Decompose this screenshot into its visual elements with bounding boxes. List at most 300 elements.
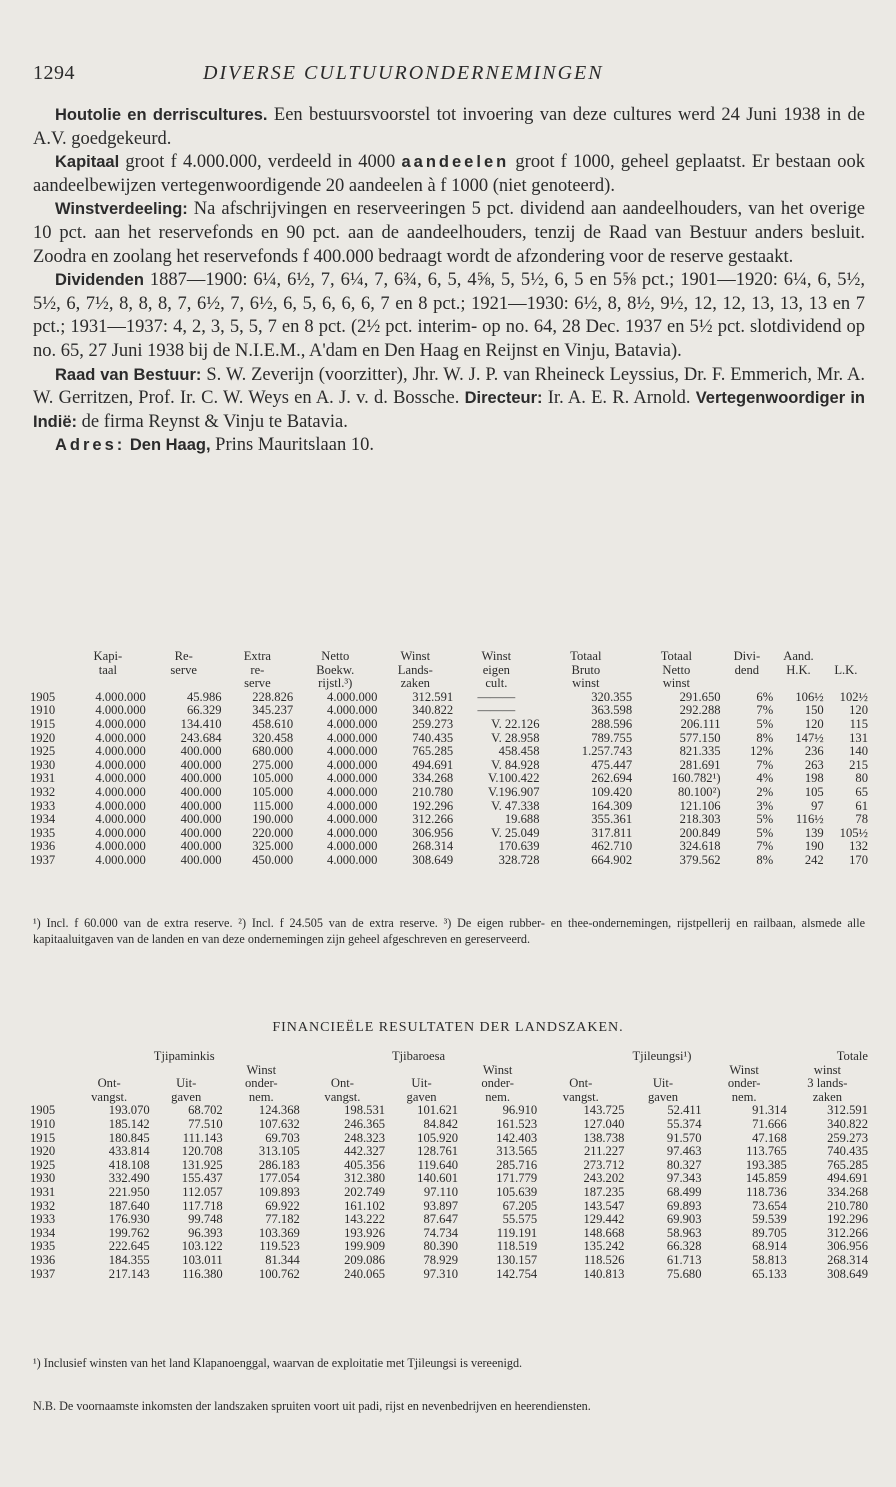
value-cell: 119.523 bbox=[259, 1239, 300, 1254]
value-cell: 193.070 bbox=[108, 1103, 150, 1118]
value-cell: 215 bbox=[849, 757, 868, 772]
group-header: Tjileungsi¹) bbox=[632, 1049, 692, 1063]
value-cell: 458.458 bbox=[498, 744, 540, 759]
year-cell: 1934 bbox=[30, 812, 56, 827]
value-cell: 120 bbox=[804, 716, 824, 731]
value-cell: 105½ bbox=[839, 825, 868, 840]
value-cell: 78.929 bbox=[423, 1252, 459, 1267]
value-cell: 273.712 bbox=[583, 1157, 625, 1172]
column-header: H.K. bbox=[786, 662, 811, 677]
value-cell: 105.000 bbox=[252, 784, 294, 799]
value-cell: 4.000.000 bbox=[95, 757, 146, 772]
paragraph-winstverdeeling bbox=[33, 198, 865, 269]
year-cell: 1930 bbox=[30, 757, 56, 772]
value-cell: 58.963 bbox=[666, 1225, 702, 1240]
paragraph-kapitaal bbox=[33, 151, 865, 198]
paragraph-label: Raad van Bestuur: bbox=[55, 365, 202, 384]
table-row bbox=[30, 1186, 868, 1200]
year-cell: 1930 bbox=[30, 1171, 56, 1186]
value-cell: 109.420 bbox=[591, 784, 633, 799]
value-cell: 111.143 bbox=[182, 1130, 223, 1145]
table-row bbox=[30, 813, 868, 827]
paragraph-label: Directeur: bbox=[464, 389, 543, 408]
results-table bbox=[30, 650, 868, 868]
value-cell: 240.065 bbox=[344, 1266, 386, 1281]
value-cell: 577.150 bbox=[679, 730, 721, 745]
value-cell: 187.235 bbox=[583, 1184, 625, 1199]
value-cell: 101.621 bbox=[417, 1103, 459, 1118]
table-footnote: ¹) Incl. f 60.000 van de extra reserve. ²) Incl. f 24.505 van de extra reserve. ³) De eigen rubber- en thee-ondernemingen, rijstpellerij en railbaan, alsmede alle kapitaaluitgaven van de landen en van deze ondernemingen zijn geheel afgeschreven en gereserveerd. bbox=[33, 916, 865, 946]
value-cell: 363.598 bbox=[591, 703, 633, 718]
year-cell: 1937 bbox=[30, 852, 56, 867]
column-header: 3 lands- bbox=[807, 1076, 848, 1091]
value-cell: 132 bbox=[849, 839, 868, 854]
value-cell: 2% bbox=[756, 784, 774, 799]
value-cell: 312.591 bbox=[827, 1103, 868, 1118]
year-cell: 1932 bbox=[30, 784, 56, 799]
column-header: Bruto bbox=[571, 662, 601, 677]
value-cell: 4.000.000 bbox=[95, 812, 146, 827]
value-cell: 220.000 bbox=[252, 825, 294, 840]
value-cell: 275.000 bbox=[252, 757, 294, 772]
value-cell: 140.813 bbox=[583, 1266, 625, 1281]
value-cell: 91.314 bbox=[752, 1103, 787, 1118]
column-header bbox=[824, 677, 868, 691]
value-cell: 170 bbox=[849, 852, 868, 867]
value-cell: 765.285 bbox=[412, 744, 454, 759]
column-header: onder- bbox=[481, 1076, 514, 1091]
value-cell: 73.654 bbox=[752, 1198, 787, 1213]
column-header: winst bbox=[813, 1062, 842, 1077]
value-cell: 96.393 bbox=[188, 1225, 223, 1240]
value-cell: 91.570 bbox=[666, 1130, 702, 1145]
value-cell: 131 bbox=[849, 730, 868, 745]
value-cell: 4.000.000 bbox=[327, 798, 378, 813]
value-cell: 268.314 bbox=[412, 839, 454, 854]
value-cell: 4.000.000 bbox=[327, 852, 378, 867]
value-cell: 259.273 bbox=[412, 716, 454, 731]
value-cell: 312.266 bbox=[827, 1225, 868, 1240]
value-cell: 320.355 bbox=[591, 689, 633, 704]
value-cell: 340.822 bbox=[412, 703, 454, 718]
value-cell: 740.435 bbox=[412, 730, 454, 745]
value-cell: 324.618 bbox=[679, 839, 721, 854]
value-cell: 120.708 bbox=[181, 1144, 223, 1159]
value-cell: 97.343 bbox=[666, 1171, 702, 1186]
value-cell: 494.691 bbox=[412, 757, 454, 772]
table-row bbox=[30, 1213, 868, 1227]
value-cell: 4.000.000 bbox=[327, 771, 378, 786]
header-row bbox=[30, 1091, 868, 1105]
column-header: Re- bbox=[174, 649, 193, 663]
value-cell: 71.666 bbox=[752, 1116, 787, 1131]
paragraph-text: Na afschrijvingen en reserveeringen 5 pct. dividend aan aandeelhouders, van het overige 10 pct. aan het reservefonds en 90 pct. aan de aandeelhouders, tenzij de Raad van Bestuur anders besluit. Zoodra en zoolang het reservefonds f 400.000 bedraagt wordt de afzondering voor de reserve gestaakt. bbox=[33, 199, 865, 267]
value-cell: 340.822 bbox=[827, 1116, 868, 1131]
column-header bbox=[70, 677, 146, 691]
column-header: winst bbox=[572, 676, 600, 691]
value-cell: 102½ bbox=[839, 689, 868, 704]
value-cell: 80 bbox=[855, 771, 868, 786]
table-row bbox=[30, 1172, 868, 1186]
column-header bbox=[537, 1064, 624, 1078]
value-cell: 5% bbox=[756, 716, 774, 731]
value-cell: 4.000.000 bbox=[327, 716, 378, 731]
table-row bbox=[30, 745, 868, 759]
value-cell: 117.718 bbox=[182, 1198, 223, 1213]
value-cell: 8% bbox=[756, 852, 774, 867]
value-cell: 52.411 bbox=[667, 1103, 702, 1118]
value-cell: ——— bbox=[477, 703, 516, 718]
value-cell: 1.257.743 bbox=[581, 744, 633, 759]
column-header: Winst bbox=[246, 1062, 277, 1077]
value-cell: 118.736 bbox=[746, 1184, 787, 1199]
column-header bbox=[30, 1050, 69, 1064]
column-header: Winst bbox=[482, 1062, 513, 1077]
table-row bbox=[30, 759, 868, 773]
value-cell: 69.922 bbox=[265, 1198, 300, 1213]
value-cell: 147½ bbox=[795, 730, 824, 745]
value-cell: 379.562 bbox=[679, 852, 721, 867]
value-cell: 306.956 bbox=[412, 825, 454, 840]
value-cell: 285.716 bbox=[496, 1157, 538, 1172]
table-title: FINANCIEËLE RESULTATEN DER LANDSZAKEN. bbox=[272, 1020, 624, 1035]
value-cell: 176.930 bbox=[108, 1212, 150, 1227]
value-cell: 99.748 bbox=[188, 1212, 223, 1227]
value-cell: 312.591 bbox=[412, 689, 454, 704]
column-header: Ont- bbox=[569, 1076, 593, 1091]
value-cell: 308.649 bbox=[827, 1266, 868, 1281]
value-cell: 161.102 bbox=[344, 1198, 386, 1213]
value-cell: 288.596 bbox=[591, 716, 633, 731]
value-cell: 400.000 bbox=[180, 825, 222, 840]
year-cell: 1905 bbox=[30, 689, 56, 704]
value-cell: 475.447 bbox=[591, 757, 633, 772]
value-cell: 97.310 bbox=[423, 1266, 459, 1281]
value-cell: 143.547 bbox=[583, 1198, 625, 1213]
value-cell: 6% bbox=[756, 689, 774, 704]
value-cell: 103.011 bbox=[182, 1252, 223, 1267]
value-cell: 494.691 bbox=[827, 1171, 868, 1186]
year-cell: 1933 bbox=[30, 1212, 56, 1227]
column-header bbox=[721, 677, 774, 691]
table-row bbox=[30, 854, 868, 868]
value-cell: 87.647 bbox=[423, 1212, 459, 1227]
value-cell: V.196.907 bbox=[487, 784, 540, 799]
value-cell: 140 bbox=[849, 744, 868, 759]
value-cell: 450.000 bbox=[252, 852, 294, 867]
value-cell: 115 bbox=[849, 716, 868, 731]
value-cell: 4.000.000 bbox=[327, 703, 378, 718]
header-row bbox=[30, 1064, 868, 1078]
value-cell: 355.361 bbox=[591, 812, 633, 827]
table-row bbox=[30, 1104, 868, 1118]
value-cell: 313.105 bbox=[258, 1144, 300, 1159]
column-header bbox=[146, 677, 222, 691]
value-cell: 107.632 bbox=[258, 1116, 300, 1131]
column-header bbox=[69, 1064, 150, 1078]
value-cell: 334.268 bbox=[412, 771, 454, 786]
column-header: cult. bbox=[485, 676, 508, 691]
value-cell: 69.903 bbox=[666, 1212, 702, 1227]
value-cell: 5% bbox=[756, 825, 774, 840]
column-header: taal bbox=[98, 662, 117, 677]
table-row bbox=[30, 772, 868, 786]
value-cell: 418.108 bbox=[108, 1157, 150, 1172]
value-cell: 248.323 bbox=[344, 1130, 386, 1145]
value-cell: 243.684 bbox=[180, 730, 222, 745]
value-cell: 78 bbox=[855, 812, 868, 827]
value-cell: 97 bbox=[811, 798, 824, 813]
value-cell: 789.755 bbox=[591, 730, 633, 745]
group-header: Tjibaroesa bbox=[391, 1049, 446, 1063]
value-cell: 4.000.000 bbox=[327, 784, 378, 799]
value-cell: 105.920 bbox=[417, 1130, 459, 1145]
value-cell: 5% bbox=[756, 812, 774, 827]
value-cell: 400.000 bbox=[180, 784, 222, 799]
value-cell: 119.191 bbox=[496, 1225, 538, 1240]
paragraph-text: groot f 1000, geheel geplaatst. Er bestaan ook aandeelbewijzen vertegenwoordigende 20 aandeelen à f 1000 (niet genoteerd). bbox=[33, 152, 865, 196]
value-cell: 192.296 bbox=[412, 798, 454, 813]
value-cell: 821.335 bbox=[679, 744, 721, 759]
value-cell: 170.639 bbox=[498, 839, 540, 854]
value-cell: 198.531 bbox=[344, 1103, 386, 1118]
value-cell: 246.365 bbox=[344, 1116, 386, 1131]
value-cell: 7% bbox=[756, 757, 774, 772]
value-cell: 164.309 bbox=[591, 798, 633, 813]
value-cell: 124.368 bbox=[258, 1103, 300, 1118]
value-cell: 211.227 bbox=[583, 1144, 625, 1159]
value-cell: 243.202 bbox=[583, 1171, 625, 1186]
value-cell: 81.344 bbox=[265, 1252, 300, 1267]
paragraph-label: Adres: bbox=[55, 436, 126, 455]
value-cell: 8% bbox=[756, 730, 774, 745]
year-cell: 1931 bbox=[30, 1184, 56, 1199]
value-cell: 75.680 bbox=[666, 1266, 702, 1281]
value-cell: 19.688 bbox=[504, 812, 540, 827]
year-cell: 1915 bbox=[30, 716, 56, 731]
table-row bbox=[30, 1145, 868, 1159]
header-row bbox=[30, 1077, 868, 1091]
value-cell: 58.813 bbox=[752, 1252, 787, 1267]
column-header: re- bbox=[250, 662, 265, 677]
value-cell: 103.369 bbox=[258, 1225, 300, 1240]
value-cell: 7% bbox=[756, 839, 774, 854]
value-cell: 200.849 bbox=[679, 825, 721, 840]
column-header: nem. bbox=[485, 1089, 511, 1104]
value-cell: 4.000.000 bbox=[327, 839, 378, 854]
value-cell: 68.702 bbox=[188, 1103, 223, 1118]
value-cell: 765.285 bbox=[827, 1157, 868, 1172]
value-cell: V. 28.958 bbox=[491, 730, 540, 745]
value-cell: 262.694 bbox=[591, 771, 633, 786]
value-cell: 218.303 bbox=[679, 812, 721, 827]
group-header: Tjipaminkis bbox=[153, 1049, 215, 1063]
year-cell: 1920 bbox=[30, 730, 56, 745]
year-cell: 1905 bbox=[30, 1103, 56, 1118]
value-cell: 47.168 bbox=[752, 1130, 787, 1145]
paragraph-houtolie bbox=[33, 104, 865, 151]
column-header: L.K. bbox=[834, 662, 858, 677]
paragraph-text: S. W. Zeverijn (voorzitter), Jhr. W. J. P. van Rheineck Leyssius, Dr. F. Emmerich, Mr. A. W. Gerritzen, Prof. Ir. C. W. Weys en A. J. v. d. Bossche. bbox=[33, 364, 865, 409]
group-header: Totale bbox=[836, 1049, 868, 1063]
value-cell: 115.000 bbox=[252, 798, 294, 813]
value-cell: 199.909 bbox=[344, 1239, 386, 1254]
table-row bbox=[30, 786, 868, 800]
value-cell: 131.925 bbox=[181, 1157, 223, 1172]
paragraph-label: Dividenden bbox=[55, 271, 144, 290]
value-cell: 112.057 bbox=[182, 1184, 223, 1199]
column-header bbox=[30, 1064, 69, 1078]
value-cell: 202.749 bbox=[344, 1184, 386, 1199]
value-cell: 69.703 bbox=[265, 1130, 300, 1145]
column-header: serve bbox=[244, 676, 271, 691]
value-cell: 143.222 bbox=[344, 1212, 386, 1227]
value-cell: 59.539 bbox=[752, 1212, 787, 1227]
column-header: Netto bbox=[662, 662, 691, 677]
column-header bbox=[773, 677, 824, 691]
value-cell: 67.205 bbox=[502, 1198, 538, 1213]
value-cell: 312.380 bbox=[344, 1171, 386, 1186]
column-header: dend bbox=[734, 662, 760, 677]
value-cell: 187.640 bbox=[108, 1198, 150, 1213]
header-row bbox=[30, 677, 868, 691]
value-cell: 135.242 bbox=[583, 1239, 625, 1254]
value-cell: 140.601 bbox=[417, 1171, 459, 1186]
paragraph-text: Een bestuursvoorstel tot invoering van deze cultures werd 24 Juni 1938 in de A.V. goedgekeurd. bbox=[33, 105, 866, 149]
year-cell: 1937 bbox=[30, 1266, 56, 1281]
value-cell: 80.100²) bbox=[677, 784, 721, 799]
value-cell: 345.237 bbox=[252, 703, 294, 718]
value-cell: 142.754 bbox=[496, 1266, 538, 1281]
value-cell: 458.610 bbox=[252, 716, 294, 731]
value-cell: 68.499 bbox=[666, 1184, 702, 1199]
table-row bbox=[30, 1227, 868, 1241]
value-cell: V. 84.928 bbox=[491, 757, 540, 772]
value-cell: 317.811 bbox=[591, 825, 633, 840]
value-cell: 4.000.000 bbox=[95, 798, 146, 813]
paragraph-text: de firma Reynst & Vinju te Batavia. bbox=[77, 411, 348, 432]
value-cell: 312.266 bbox=[412, 812, 454, 827]
year-cell: 1910 bbox=[30, 703, 56, 718]
value-cell: 221.950 bbox=[108, 1184, 150, 1199]
value-cell: 306.956 bbox=[827, 1239, 868, 1254]
value-cell: 400.000 bbox=[180, 852, 222, 867]
value-cell: 286.183 bbox=[258, 1157, 300, 1172]
value-cell: 462.710 bbox=[591, 839, 633, 854]
value-cell: V. 22.126 bbox=[491, 716, 540, 731]
value-cell: 155.437 bbox=[181, 1171, 223, 1186]
value-cell: 4.000.000 bbox=[95, 784, 146, 799]
value-cell: 4.000.000 bbox=[95, 825, 146, 840]
year-cell: 1935 bbox=[30, 1239, 56, 1254]
value-cell: 4.000.000 bbox=[95, 716, 146, 731]
value-cell: 145.859 bbox=[745, 1171, 787, 1186]
company-description bbox=[33, 104, 865, 458]
value-cell: 192.296 bbox=[827, 1212, 868, 1227]
column-header: gaven bbox=[647, 1089, 679, 1104]
table-row bbox=[30, 800, 868, 814]
value-cell: 222.645 bbox=[108, 1239, 150, 1254]
value-cell: 292.288 bbox=[679, 703, 721, 718]
value-cell: 400.000 bbox=[180, 798, 222, 813]
year-cell: 1935 bbox=[30, 825, 56, 840]
year-cell: 1925 bbox=[30, 744, 56, 759]
value-cell: 664.902 bbox=[591, 852, 633, 867]
value-cell: 268.314 bbox=[827, 1252, 868, 1267]
column-header bbox=[30, 664, 70, 678]
value-cell: 89.705 bbox=[752, 1225, 787, 1240]
year-cell: 1932 bbox=[30, 1198, 56, 1213]
table-row bbox=[30, 840, 868, 854]
value-cell: 80.327 bbox=[666, 1157, 702, 1172]
value-cell: 61 bbox=[855, 798, 868, 813]
column-header: gaven bbox=[406, 1089, 437, 1104]
value-cell: 4.000.000 bbox=[327, 825, 378, 840]
column-header bbox=[824, 650, 868, 664]
value-cell: 118.519 bbox=[496, 1239, 538, 1254]
value-cell: 171.779 bbox=[496, 1171, 538, 1186]
table-row bbox=[30, 704, 868, 718]
value-cell: 142.403 bbox=[496, 1130, 538, 1145]
value-cell: 100.762 bbox=[258, 1266, 300, 1281]
value-cell: 199.762 bbox=[108, 1225, 150, 1240]
year-cell: 1925 bbox=[30, 1157, 56, 1172]
column-header bbox=[624, 1064, 701, 1078]
value-cell: 106½ bbox=[795, 689, 824, 704]
column-header bbox=[30, 1091, 69, 1105]
value-cell: 7% bbox=[756, 703, 774, 718]
value-cell: 442.327 bbox=[344, 1144, 386, 1159]
column-header: gaven bbox=[171, 1089, 202, 1104]
value-cell: 12% bbox=[750, 744, 774, 759]
value-cell: 193.385 bbox=[745, 1157, 787, 1172]
value-cell: 263 bbox=[804, 757, 824, 772]
value-cell: 400.000 bbox=[180, 757, 222, 772]
column-header: Ont- bbox=[97, 1076, 121, 1091]
value-cell: 55.374 bbox=[666, 1116, 702, 1131]
year-cell: 1910 bbox=[30, 1116, 56, 1131]
column-header: Totaal bbox=[660, 649, 692, 663]
year-cell: 1933 bbox=[30, 798, 56, 813]
column-header: Winst bbox=[400, 649, 431, 663]
value-cell: 4.000.000 bbox=[95, 689, 146, 704]
value-cell: 740.435 bbox=[827, 1144, 868, 1159]
year-cell: 1931 bbox=[30, 771, 56, 786]
paragraph-text: 1887—1900: 6¼, 6½, 7, 6¼, 7, 6¾, 6, 5, 4⅝, 5, 5½, 6, 5 en 5⅝ pct.; 1901—1920: 6¼, 6, 5½, 5½, 6, 7½, 8, 8, 8, 7, 6½, 7, 6½, 6, 5, 6, 6, 6, 7 en 8 pct.; 1921—1930: 6½, 8, 8½, 9½, 12, 12, 13, 13, 13 en 7 pct.; 1931—1937: 4, 2, 3, 5, 5, 7 en 8 pct. (2½ pct. interim- op no. 64, 28 Dec. 1937 en 5½ pct. slotdividend op no. 65, 27 Juni 1938 bij de N.I.E.M., A'dam en Den Haag en Reijnst en Vinju, Batavia). bbox=[33, 270, 865, 361]
column-header bbox=[385, 1064, 458, 1078]
value-cell: 210.780 bbox=[412, 784, 454, 799]
column-header: Divi- bbox=[733, 649, 761, 663]
value-cell: 228.826 bbox=[252, 689, 294, 704]
value-cell: 77.510 bbox=[188, 1116, 223, 1131]
table-row bbox=[30, 827, 868, 841]
value-cell: 120 bbox=[849, 703, 868, 718]
column-header: Extra bbox=[243, 649, 272, 663]
column-header bbox=[30, 1077, 69, 1091]
value-cell: 66.329 bbox=[186, 703, 222, 718]
table-row bbox=[30, 1268, 868, 1282]
value-cell: 130.157 bbox=[496, 1252, 538, 1267]
header-row bbox=[30, 650, 868, 664]
value-cell: 143.725 bbox=[583, 1103, 625, 1118]
running-title: DIVERSE CULTUURONDERNEMINGEN bbox=[203, 62, 604, 84]
value-cell: 281.691 bbox=[679, 757, 721, 772]
value-cell: 206.111 bbox=[680, 716, 721, 731]
value-cell: 74.734 bbox=[423, 1225, 459, 1240]
column-header: serve bbox=[170, 662, 197, 677]
value-cell: 3% bbox=[756, 798, 774, 813]
column-header: Aand. bbox=[783, 649, 814, 663]
